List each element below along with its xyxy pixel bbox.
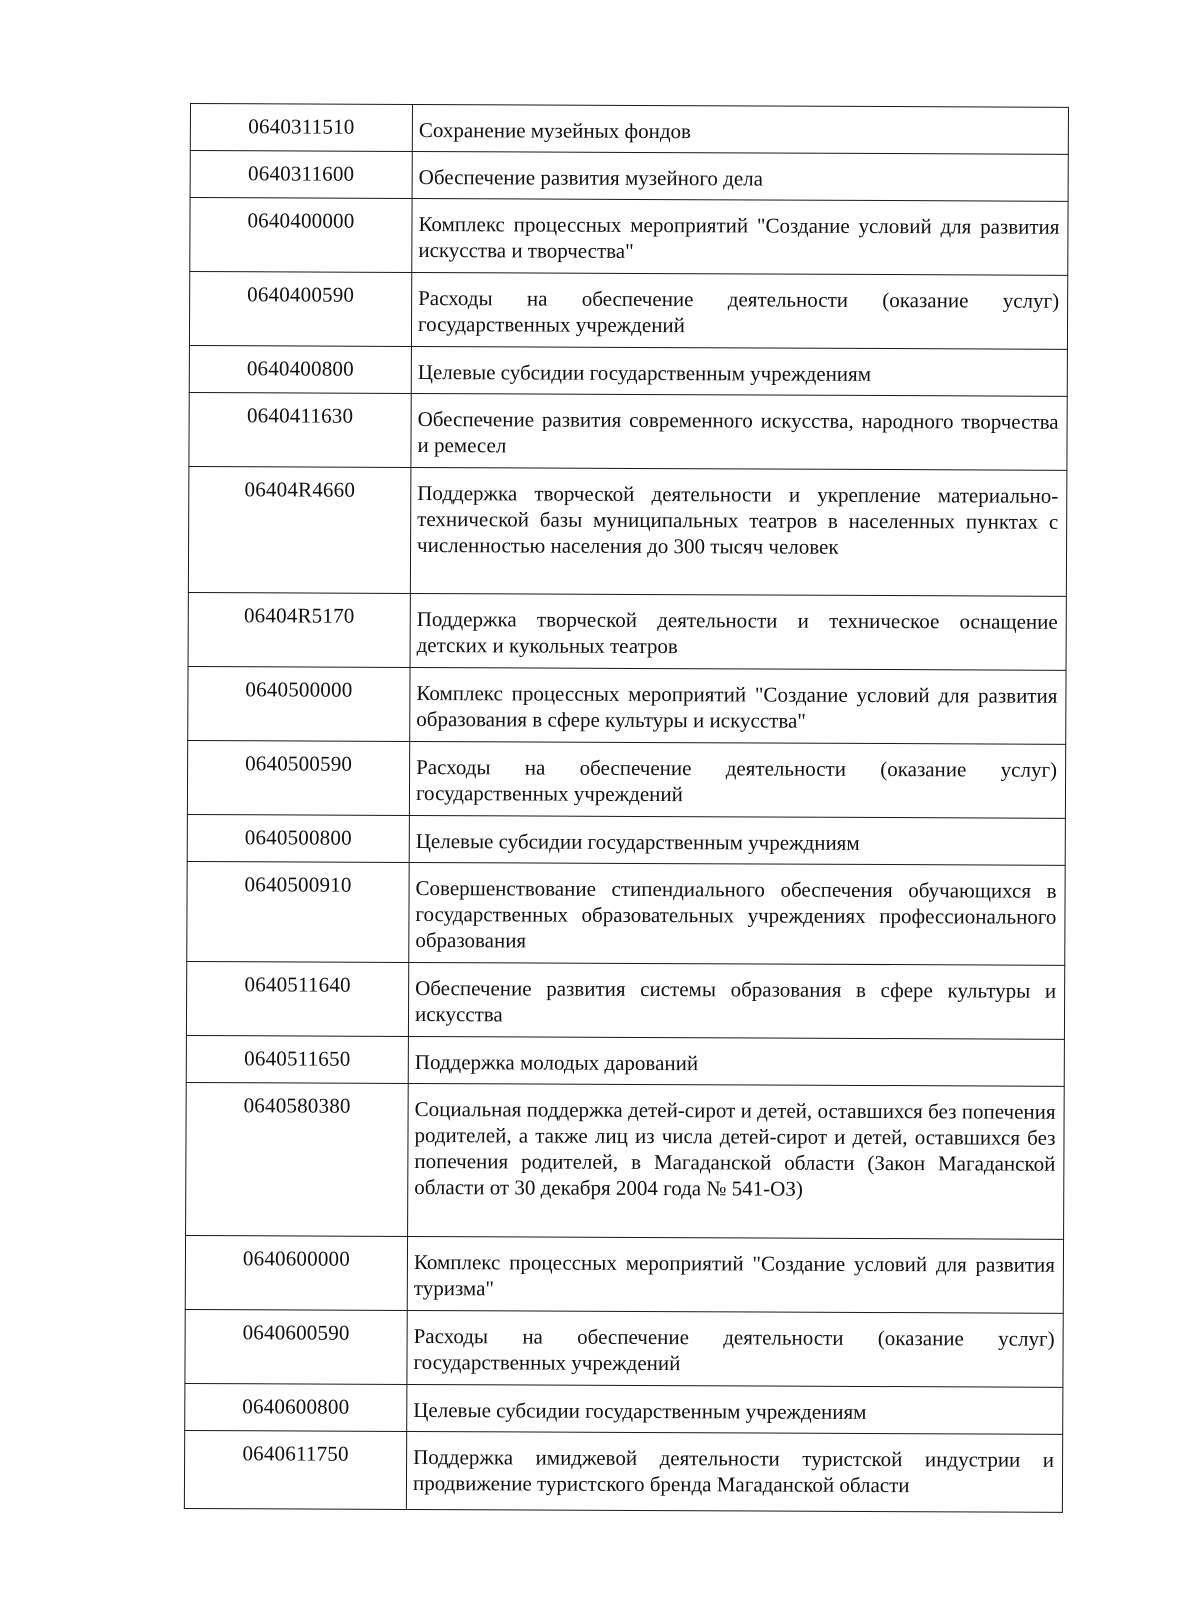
- table-row: [190, 198, 1068, 276]
- code-cell: 06404R5170: [188, 592, 410, 667]
- table-row: [185, 1383, 1063, 1434]
- code-cell: 0640511640: [186, 961, 408, 1036]
- table-row: [186, 1082, 1065, 1239]
- table-row: [188, 666, 1066, 744]
- table-row: [187, 814, 1065, 865]
- code-cell: 0640580380: [186, 1082, 409, 1236]
- table-row: [190, 104, 1068, 155]
- table-row: [185, 1309, 1063, 1387]
- table-row: [189, 272, 1067, 350]
- description-cell: Расходы на обеспечение деятельности (оказание услуг) государственных учреждений: [407, 1310, 1063, 1387]
- description-cell: Комплекс процессных мероприятий "Создание условий для развития образования в сфере культуры и искусства": [410, 667, 1066, 744]
- table-row: [187, 740, 1065, 818]
- description-cell: Совершенствование стипендиального обеспечения обучающихся в государственных образовательных учреждениях профессионального образования: [409, 862, 1065, 965]
- code-cell: 0640600590: [185, 1309, 407, 1384]
- description-cell: Расходы на обеспечение деятельности (оказание услуг) государственных учреждений: [411, 272, 1067, 349]
- description-cell: Целевые субсидии государственным учреждениям: [407, 1384, 1063, 1434]
- code-cell: 0640311600: [190, 151, 412, 199]
- code-cell: 0640311510: [190, 104, 412, 152]
- description-cell: Поддержка молодых дарований: [408, 1036, 1064, 1086]
- table-row: [188, 466, 1067, 596]
- description-cell: Целевые субсидии государственным учреждениям: [411, 346, 1067, 396]
- table-row: [184, 1430, 1062, 1512]
- code-cell: 0640400800: [189, 345, 411, 393]
- budget-codes-table: [184, 103, 1069, 1513]
- description-cell: Поддержка имиджевой деятельности туристской индустрии и продвижение туристского бренда Магаданской области: [406, 1431, 1062, 1512]
- description-cell: Комплекс процессных мероприятий "Создание условий для развития искусства и творчества": [412, 198, 1068, 275]
- description-cell: Целевые субсидии государственным учреждниям: [409, 815, 1065, 865]
- code-cell: 0640500800: [187, 814, 409, 862]
- description-cell: Социальная поддержка детей-сирот и детей, оставшихся без попечения родителей, а также лиц из числа детей-сирот и детей, оставшихся без попечения родителей, в Магаданской области (Закон Магаданской области от 30 декабря 2004 года № 541-ОЗ): [408, 1083, 1065, 1239]
- table-row: [189, 345, 1067, 396]
- code-cell: 0640600800: [185, 1383, 407, 1431]
- code-cell: 0640500590: [187, 740, 409, 815]
- table-row: [185, 1235, 1063, 1313]
- table-row: [190, 151, 1068, 202]
- table-row: [188, 592, 1066, 670]
- code-cell: 0640400590: [189, 272, 411, 347]
- code-cell: 0640411630: [189, 392, 411, 467]
- description-cell: Расходы на обеспечение деятельности (оказание услуг) государственных учреждений: [409, 741, 1065, 818]
- description-cell: Комплекс процессных мероприятий "Создание условий для развития туризма": [407, 1236, 1063, 1313]
- description-cell: Обеспечение развития современного искусства, народного творчества и ремесел: [411, 393, 1067, 470]
- code-cell: 0640500910: [187, 861, 409, 962]
- table-row: [186, 961, 1064, 1039]
- code-cell: 0640611750: [184, 1430, 406, 1509]
- code-cell: 0640511650: [186, 1035, 408, 1083]
- code-cell: 0640400000: [190, 198, 412, 273]
- code-cell: 0640500000: [188, 666, 410, 741]
- description-cell: Обеспечение развития системы образования в сфере культуры и искусства: [408, 962, 1064, 1039]
- table-row: [189, 392, 1067, 470]
- description-cell: Обеспечение развития музейного дела: [412, 151, 1068, 201]
- table-row: [187, 861, 1065, 965]
- description-cell: Поддержка творческой деятельности и укрепление материально-технической базы муниципальных театров в населенных пунктах с численностью населения до 300 тысяч человек: [410, 467, 1067, 596]
- description-cell: Поддержка творческой деятельности и техническое оснащение детских и кукольных театров: [410, 593, 1066, 670]
- table-row: [186, 1035, 1064, 1086]
- code-cell: 0640600000: [185, 1235, 407, 1310]
- code-cell: 06404R4660: [188, 466, 411, 593]
- description-cell: Сохранение музейных фондов: [412, 104, 1068, 154]
